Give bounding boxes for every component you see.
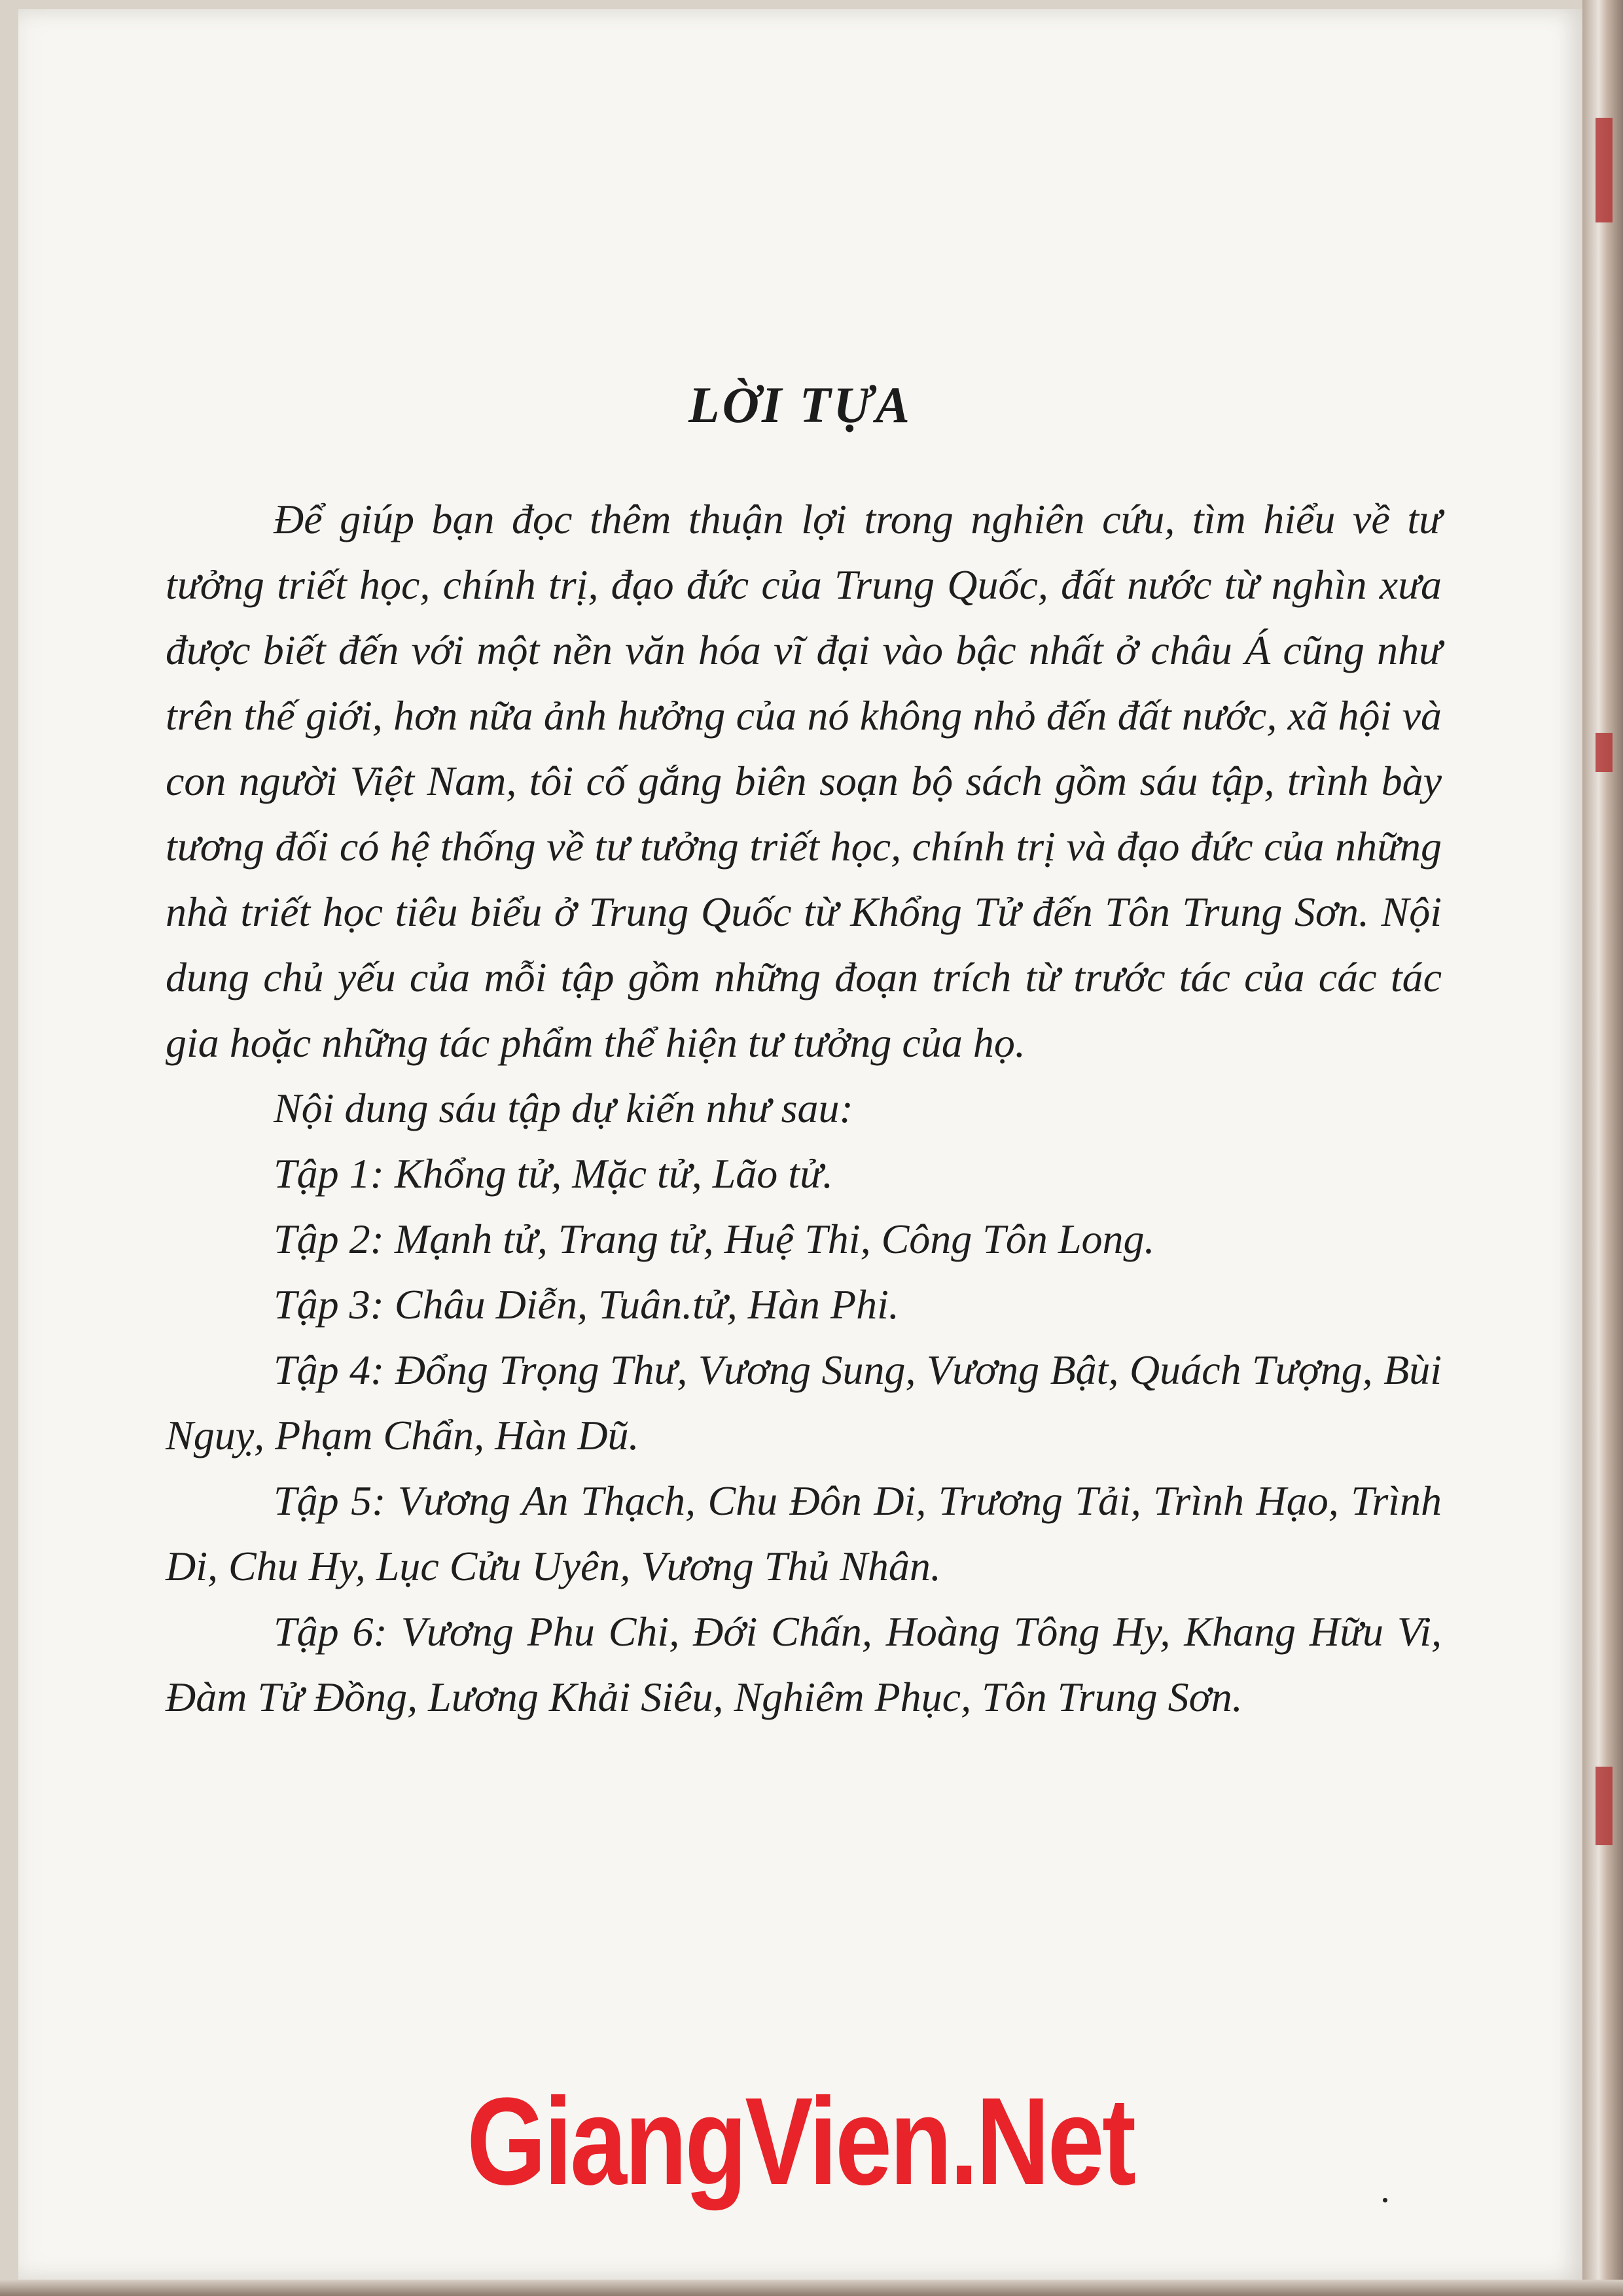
book-page <box>18 9 1582 2280</box>
volume-item: Tập 2: Mạnh tử, Trang tử, Huệ Thi, Công Tôn Long. <box>274 1216 1155 1262</box>
intro-paragraph: Để giúp bạn đọc thêm thuận lợi trong nghiên cứu, tìm hiểu về tư tưởng triết học, chính trị, đạo đức của Trung Quốc, đất nước từ nghìn xưa được biết đến với một nền văn hóa vĩ đại vào bậc nhất ở châu Á cũng như trên thế giới, hơn nữa ảnh hưởng của nó không nhỏ đến đất nước, xã hội và con người Việt Nam, tôi cố gắng biên soạn bộ sách gồm sáu tập, trình bày tương đối có hệ thống về tư tưởng triết học, chính trị và đạo đức của những nhà triết học tiêu biểu ở Trung Quốc từ Khổng Tử đến Tôn Trung Sơn. Nội dung chủ yếu của mỗi tập gồm những đoạn trích từ trước tác của các tác gia hoặc những tác phẩm thể hiện tư tưởng của họ. <box>166 496 1442 1066</box>
volume-item: Tập 4: Đổng Trọng Thư, Vương Sung, Vương Bật, Quách Tượng, Bùi Nguỵ, Phạm Chẩn, Hàn Dũ. <box>166 1347 1442 1458</box>
book-edge-right <box>1582 0 1623 2296</box>
page-body <box>166 487 1442 1730</box>
page-title: LỜI TỰA <box>688 376 912 433</box>
volumes-intro: Nội dung sáu tập dự kiến như sau: <box>274 1085 853 1131</box>
volume-item: Tập 1: Khổng tử, Mặc tử, Lão tử. <box>274 1150 833 1197</box>
volume-item: Tập 3: Châu Diễn, Tuân.tử, Hàn Phi. <box>274 1281 899 1328</box>
watermark-text: GiangVien.Net <box>467 2072 1134 2211</box>
volume-item: Tập 6: Vương Phu Chi, Đới Chấn, Hoàng Tông Hy, Khang Hữu Vi, Đàm Tử Đồng, Lương Khải Siêu, Nghiêm Phục, Tôn Trung Sơn. <box>166 1608 1442 1720</box>
book-edge-bottom <box>0 2280 1623 2296</box>
volume-item: Tập 5: Vương An Thạch, Chu Đôn Di, Trương Tải, Trình Hạo, Trình Di, Chu Hy, Lục Cửu Uyên, Vương Thủ Nhân. <box>166 1477 1442 1589</box>
page-mark <box>1383 2198 1387 2202</box>
